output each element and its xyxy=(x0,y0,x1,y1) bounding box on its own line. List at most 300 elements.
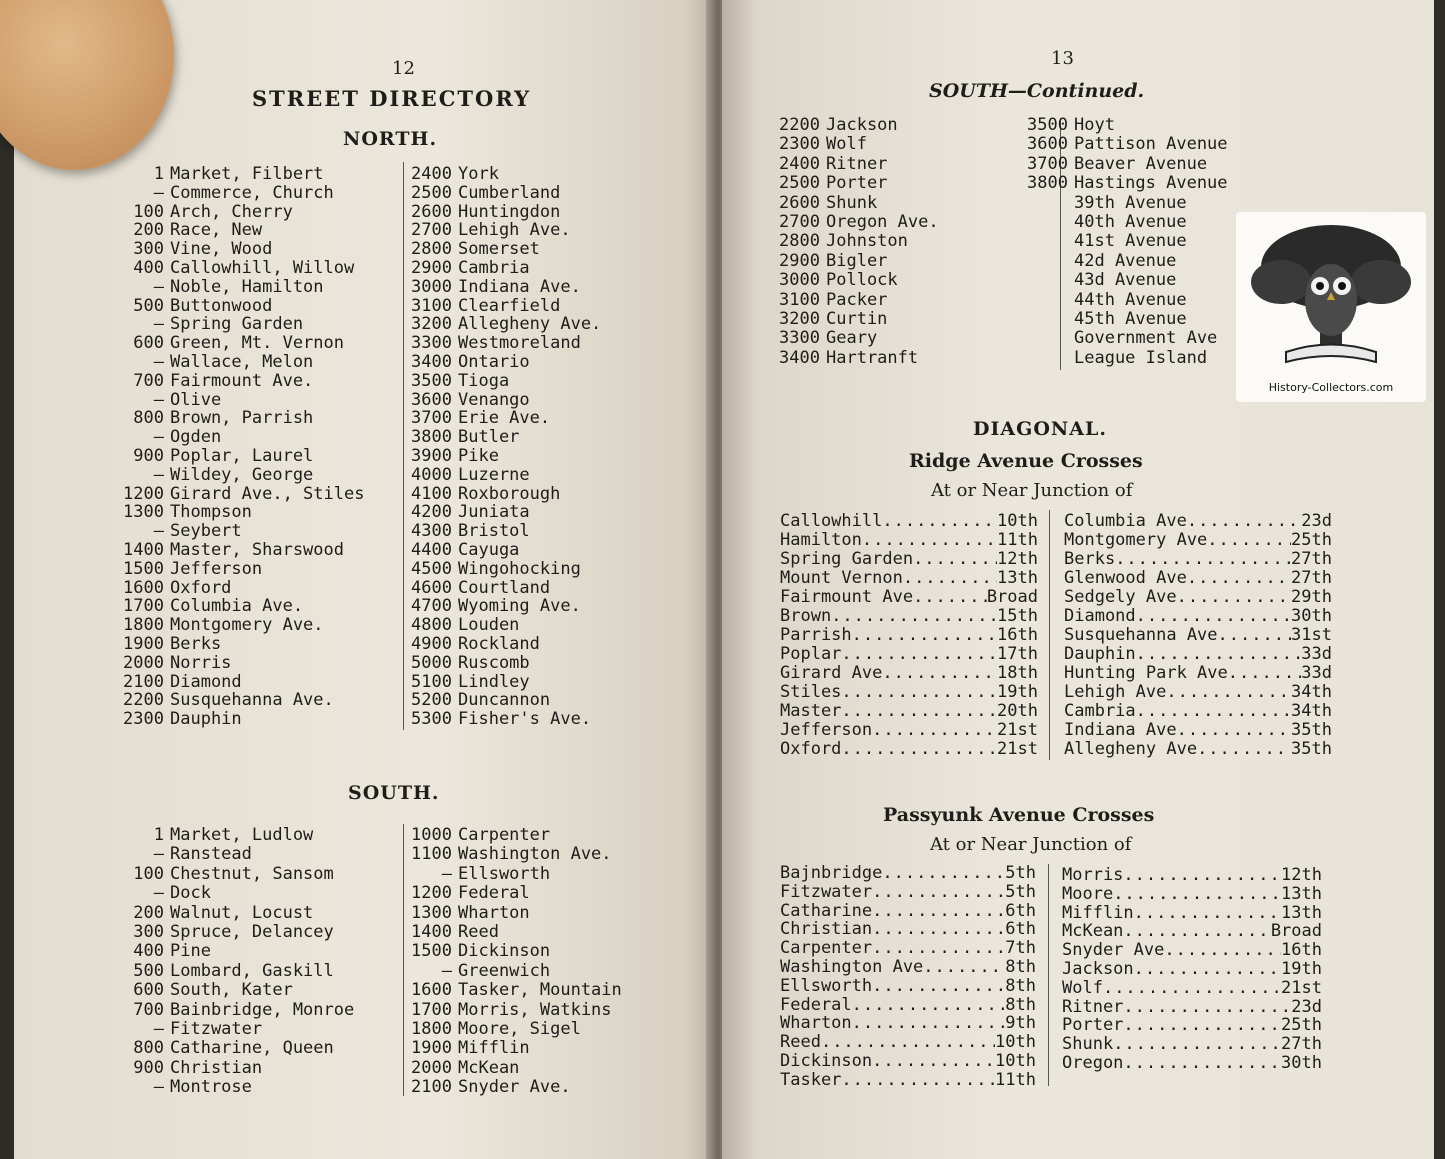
crossing-street: Dauphin xyxy=(1064,644,1136,664)
crossing-street: Berks xyxy=(1064,549,1116,569)
directory-row xyxy=(406,1078,571,1097)
crossing-street: Tasker xyxy=(780,1069,842,1090)
junction-row xyxy=(1064,721,1332,740)
house-number: — xyxy=(153,389,164,410)
street-name: Snyder Ave. xyxy=(458,1077,571,1098)
junction-street: Broad xyxy=(1270,921,1322,942)
street-name: 45th Avenue xyxy=(1074,309,1187,329)
junction-row xyxy=(1062,922,1322,941)
crossing-street: Lehigh Ave xyxy=(1064,682,1167,702)
street-name: South, Kater xyxy=(170,980,293,1001)
house-number: 2900 xyxy=(411,258,452,278)
directory-row xyxy=(118,297,272,316)
junction-street: 13th xyxy=(1281,883,1322,904)
junction-row xyxy=(1062,960,1322,979)
directory-row xyxy=(118,579,231,598)
junction-row xyxy=(780,607,1038,626)
house-number: 1900 xyxy=(123,634,164,654)
house-number: 4900 xyxy=(411,634,452,654)
crossing-street: Mount Vernon xyxy=(780,568,903,588)
left-page xyxy=(14,0,714,1159)
crossing-street: Catharine xyxy=(780,900,873,921)
house-number: 100 xyxy=(133,863,164,884)
junction-street: 29th xyxy=(1291,587,1332,607)
house-number: 600 xyxy=(133,333,164,354)
dot-leader xyxy=(1136,702,1291,721)
house-number: 3000 xyxy=(779,270,820,291)
directory-row xyxy=(774,349,918,368)
junction-row xyxy=(1064,626,1332,645)
directory-row xyxy=(406,353,530,372)
dot-leader xyxy=(913,588,987,607)
street-name: Wallace, Melon xyxy=(170,352,314,372)
street-name: Butler xyxy=(458,427,520,448)
house-number: 500 xyxy=(133,960,164,981)
street-name: Cumberland xyxy=(458,182,561,203)
directory-row xyxy=(118,447,313,466)
dot-leader xyxy=(1187,512,1301,531)
house-number: 3200 xyxy=(411,314,452,335)
house-number: — xyxy=(153,1019,164,1039)
directory-row xyxy=(118,485,364,504)
street-name: Geary xyxy=(826,328,878,349)
dot-leader xyxy=(903,569,997,588)
house-number: 300 xyxy=(133,239,164,260)
house-number: 4300 xyxy=(411,521,452,542)
street-name: Diamond xyxy=(170,671,242,692)
street-name: Poplar, Laurel xyxy=(170,446,314,466)
wooden-disc xyxy=(0,0,174,170)
house-number: — xyxy=(441,960,452,981)
crossing-street: Stiles xyxy=(780,682,842,702)
house-number: 1900 xyxy=(411,1038,452,1059)
crossing-street: Allegheny Ave xyxy=(1064,739,1198,759)
directory-row xyxy=(118,372,313,391)
house-number: 2600 xyxy=(411,201,452,222)
junction-street: Broad xyxy=(986,587,1038,607)
directory-row xyxy=(406,635,540,654)
street-name: Mifflin xyxy=(458,1038,530,1059)
house-number: — xyxy=(153,314,164,335)
house-number: 3600 xyxy=(1027,134,1068,155)
crossing-street: Oxford xyxy=(780,739,842,759)
crossing-street: Washington Ave xyxy=(780,957,924,977)
house-number: 3300 xyxy=(779,328,820,349)
junction-street: 5th xyxy=(1005,863,1036,883)
dot-leader xyxy=(923,958,1005,977)
south-heading: SOUTH. xyxy=(348,782,440,804)
street-name: Ritner xyxy=(826,153,888,174)
junction-row xyxy=(780,1033,1036,1052)
directory-row xyxy=(406,503,530,522)
junction-street: 27th xyxy=(1291,568,1332,588)
street-name: Courtland xyxy=(458,577,551,598)
dot-leader xyxy=(841,1071,995,1090)
directory-row xyxy=(774,291,887,310)
street-name: Ontario xyxy=(458,352,530,372)
column-divider xyxy=(403,162,404,730)
junction-row xyxy=(1064,664,1332,683)
house-number: 900 xyxy=(133,446,164,466)
house-number: 700 xyxy=(133,999,164,1020)
junction-row xyxy=(780,740,1038,759)
directory-row xyxy=(774,232,908,251)
crossing-street: Indiana Ave xyxy=(1064,720,1177,740)
crossing-street: Parrish xyxy=(780,625,852,645)
directory-row xyxy=(406,962,550,981)
directory-row xyxy=(406,981,622,1000)
house-number: 3600 xyxy=(411,389,452,410)
directory-row xyxy=(118,1078,252,1097)
directory-row xyxy=(406,541,519,560)
directory-row xyxy=(118,184,334,203)
street-name: McKean xyxy=(458,1057,520,1078)
directory-row xyxy=(118,334,344,353)
house-number: 5300 xyxy=(411,709,452,730)
street-name: Thompson xyxy=(170,502,252,523)
junction-row xyxy=(1064,550,1332,569)
directory-row xyxy=(774,213,939,232)
junction-row xyxy=(780,702,1038,721)
directory-row xyxy=(406,1039,530,1058)
street-name: Berks xyxy=(170,634,222,654)
junction-row xyxy=(1064,740,1332,759)
street-name: 44th Avenue xyxy=(1074,289,1187,310)
directory-row xyxy=(406,904,530,923)
street-name: Spruce, Delancey xyxy=(170,922,334,942)
dot-leader xyxy=(1166,683,1291,702)
junction-row xyxy=(780,721,1038,740)
street-name: Dock xyxy=(170,883,211,904)
directory-row xyxy=(1022,194,1187,213)
directory-row xyxy=(118,466,313,485)
crossing-street: Sedgely Ave xyxy=(1064,587,1177,607)
junction-street: 12th xyxy=(997,549,1038,569)
street-name: Fairmount Ave. xyxy=(170,370,314,391)
crossing-street: Jefferson xyxy=(780,720,873,740)
house-number: 4100 xyxy=(411,483,452,504)
dot-leader xyxy=(1164,941,1281,960)
owl-tree-icon xyxy=(1236,212,1426,372)
street-name: Allegheny Ave. xyxy=(458,314,602,335)
street-name: Pike xyxy=(458,446,499,466)
house-number: 3500 xyxy=(411,370,452,391)
street-name: Callowhill, Willow xyxy=(170,258,355,278)
junction-row xyxy=(1064,588,1332,607)
crossing-street: Jackson xyxy=(1062,959,1134,979)
directory-row xyxy=(774,155,887,174)
street-name: Porter xyxy=(826,173,888,194)
junction-street: 30th xyxy=(1281,1053,1322,1073)
house-number: 1400 xyxy=(123,540,164,560)
crossing-street: Federal xyxy=(780,994,852,1015)
junction-street: 23d xyxy=(1291,996,1322,1017)
junction-row xyxy=(780,664,1038,683)
dot-leader xyxy=(1123,998,1291,1017)
street-name: Norris xyxy=(170,652,232,673)
street-name: Huntingdon xyxy=(458,201,561,222)
junction-street: 12th xyxy=(1281,865,1322,885)
dot-leader xyxy=(841,702,997,721)
house-number: 1400 xyxy=(411,922,452,942)
junction-row xyxy=(780,1052,1036,1071)
directory-row xyxy=(118,942,211,961)
crossing-street: Porter xyxy=(1062,1015,1124,1036)
house-number: 900 xyxy=(133,1057,164,1078)
junction-street: 31st xyxy=(1291,625,1332,645)
dot-leader xyxy=(1187,569,1291,588)
directory-row xyxy=(406,372,509,391)
directory-row xyxy=(406,240,540,259)
junction-row xyxy=(780,512,1038,531)
dot-leader xyxy=(1123,866,1281,885)
junction-street: 33d xyxy=(1301,644,1332,664)
house-number: 300 xyxy=(133,922,164,942)
junction-street: 16th xyxy=(997,625,1038,645)
directory-row xyxy=(406,203,560,222)
ridge-subtitle: At or Near Junction of xyxy=(931,480,1133,501)
directory-row xyxy=(406,560,581,579)
directory-row xyxy=(118,597,303,616)
directory-row xyxy=(118,616,324,635)
street-name: 40th Avenue xyxy=(1074,212,1187,232)
house-number: 2300 xyxy=(779,134,820,155)
crossing-street: Christian xyxy=(780,919,873,940)
junction-row xyxy=(780,977,1036,996)
street-name: York xyxy=(458,164,499,184)
house-number: 2200 xyxy=(779,115,820,135)
crossing-street: McKean xyxy=(1062,921,1124,942)
street-name: Pattison Avenue xyxy=(1074,134,1228,155)
dot-leader xyxy=(1113,885,1281,904)
house-number: 3100 xyxy=(779,289,820,310)
directory-row xyxy=(118,353,313,372)
directory-row xyxy=(118,673,242,692)
directory-row xyxy=(406,447,499,466)
junction-street: 10th xyxy=(997,511,1038,531)
directory-row xyxy=(118,541,344,560)
directory-row xyxy=(118,315,303,334)
directory-row xyxy=(118,884,211,903)
dot-leader xyxy=(1218,626,1292,645)
dot-leader xyxy=(872,920,1005,939)
junction-row xyxy=(1064,569,1332,588)
street-name: Wingohocking xyxy=(458,558,581,579)
house-number: 1300 xyxy=(411,902,452,923)
dot-leader xyxy=(841,740,997,759)
dot-leader xyxy=(872,902,1005,921)
directory-row xyxy=(774,329,877,348)
directory-row xyxy=(406,466,530,485)
house-number: 3000 xyxy=(411,276,452,297)
junction-street: 33d xyxy=(1301,663,1332,683)
junction-street: 15th xyxy=(997,606,1038,626)
junction-row xyxy=(1062,885,1322,904)
house-number: — xyxy=(153,1077,164,1098)
street-name: Wyoming Ave. xyxy=(458,596,581,617)
directory-row xyxy=(406,884,530,903)
junction-street: 21st xyxy=(1281,977,1322,998)
street-name: Ogden xyxy=(170,427,222,448)
junction-street: 13th xyxy=(1281,902,1322,923)
directory-row xyxy=(118,1001,354,1020)
directory-row xyxy=(118,904,313,923)
street-name: Market, Filbert xyxy=(170,164,324,184)
house-number: 3700 xyxy=(1027,153,1068,174)
house-number: — xyxy=(153,521,164,542)
directory-row xyxy=(118,865,334,884)
crossing-street: Columbia Ave xyxy=(1064,511,1187,531)
junction-row xyxy=(1062,941,1322,960)
dot-leader xyxy=(831,607,997,626)
directory-row xyxy=(118,240,272,259)
street-name: Dickinson xyxy=(458,941,551,962)
junction-row xyxy=(1062,1035,1322,1054)
junction-street: 17th xyxy=(997,644,1038,664)
street-name: Pollock xyxy=(826,270,898,291)
directory-row xyxy=(118,560,262,579)
house-number: 200 xyxy=(133,220,164,241)
owl-logo xyxy=(1236,212,1426,402)
dot-leader xyxy=(1103,979,1281,998)
street-name: Wildey, George xyxy=(170,464,314,485)
street-name: Louden xyxy=(458,615,520,636)
street-name: Lindley xyxy=(458,671,530,692)
junction-row xyxy=(1062,979,1322,998)
house-number: 3400 xyxy=(779,347,820,368)
house-number: — xyxy=(153,844,164,865)
street-name: Somerset xyxy=(458,239,540,260)
street-name: Erie Ave. xyxy=(458,408,551,429)
house-number: 3800 xyxy=(1027,173,1068,194)
house-number: 700 xyxy=(133,370,164,391)
house-number: 4800 xyxy=(411,615,452,636)
street-name: Girard Ave., Stiles xyxy=(170,483,365,504)
directory-row xyxy=(118,1020,262,1039)
street-name: Carpenter xyxy=(458,825,551,845)
dot-leader xyxy=(872,883,1005,902)
street-name: Washington Ave. xyxy=(458,844,612,865)
directory-row xyxy=(406,522,530,541)
dot-leader xyxy=(1207,531,1291,550)
directory-row xyxy=(406,673,530,692)
house-number: 3100 xyxy=(411,295,452,316)
directory-row xyxy=(118,962,334,981)
street-name: Cayuga xyxy=(458,540,520,560)
directory-row xyxy=(406,278,581,297)
crossing-street: Montgomery Ave xyxy=(1064,530,1208,550)
street-name: Oxford xyxy=(170,577,232,598)
house-number: 5200 xyxy=(411,690,452,711)
directory-row xyxy=(118,1039,334,1058)
directory-row xyxy=(406,221,571,240)
street-name: Catharine, Queen xyxy=(170,1038,334,1059)
house-number: 1 xyxy=(153,164,164,184)
dot-leader xyxy=(872,939,1005,958)
junction-row xyxy=(780,902,1036,921)
house-number: 1300 xyxy=(123,502,164,523)
junction-street: 30th xyxy=(1291,606,1332,626)
directory-row xyxy=(1022,155,1207,174)
street-name: Columbia Ave. xyxy=(170,596,304,617)
junction-row xyxy=(1064,702,1332,721)
junction-street: 11th xyxy=(995,1069,1036,1090)
directory-row xyxy=(406,923,499,942)
junction-row xyxy=(780,645,1038,664)
street-name: Moore, Sigel xyxy=(458,1019,581,1039)
street-name: Vine, Wood xyxy=(170,239,273,260)
street-name: Hastings Avenue xyxy=(1074,173,1228,194)
crossing-street: Reed xyxy=(780,1032,821,1053)
dot-leader xyxy=(841,683,997,702)
house-number: 400 xyxy=(133,258,164,278)
directory-row xyxy=(406,845,612,864)
directory-row xyxy=(118,391,221,410)
directory-row xyxy=(774,252,887,271)
crossing-street: Fairmount Ave xyxy=(780,587,914,607)
street-name: Fitzwater xyxy=(170,1019,263,1039)
street-name: Indiana Ave. xyxy=(458,276,581,297)
junction-street: 9th xyxy=(1005,1013,1036,1034)
dot-leader xyxy=(1228,664,1302,683)
house-number: — xyxy=(153,464,164,485)
junction-street: 27th xyxy=(1291,549,1332,569)
junction-row xyxy=(1062,1054,1322,1073)
street-name: Hoyt xyxy=(1074,115,1115,135)
junction-row xyxy=(780,1071,1036,1090)
street-name: Venango xyxy=(458,389,530,410)
directory-row xyxy=(118,428,221,447)
house-number: 5100 xyxy=(411,671,452,692)
crossing-street: Dickinson xyxy=(780,1051,873,1071)
dot-leader xyxy=(852,996,1006,1015)
junction-street: 16th xyxy=(1281,940,1322,961)
directory-row xyxy=(774,116,898,135)
dot-leader xyxy=(821,1033,995,1052)
house-number: 3800 xyxy=(411,427,452,448)
street-name: Hartranft xyxy=(826,347,919,368)
crossing-street: Susquehanna Ave xyxy=(1064,625,1218,645)
street-name: 42d Avenue xyxy=(1074,250,1177,271)
directory-row xyxy=(118,259,354,278)
house-number: 2400 xyxy=(779,153,820,174)
house-number: 1100 xyxy=(411,844,452,865)
directory-row xyxy=(774,194,877,213)
junction-row xyxy=(1064,512,1332,531)
junction-row xyxy=(780,939,1036,958)
column-divider xyxy=(1049,510,1050,760)
directory-row xyxy=(118,710,242,729)
dot-leader xyxy=(1177,721,1291,740)
right-page xyxy=(722,0,1434,1159)
street-name: Seybert xyxy=(170,521,242,542)
street-name: Market, Ludlow xyxy=(170,825,314,845)
directory-row xyxy=(1022,232,1187,251)
house-number: — xyxy=(153,883,164,904)
house-number: 1 xyxy=(153,825,164,845)
directory-row xyxy=(1022,213,1187,232)
street-name: Fisher's Ave. xyxy=(458,709,592,730)
crossing-street: Oregon xyxy=(1062,1053,1124,1073)
house-number: 500 xyxy=(133,295,164,316)
street-name: Master, Sharswood xyxy=(170,540,344,560)
dot-leader xyxy=(1136,607,1291,626)
junction-row xyxy=(780,1014,1036,1033)
junction-street: 19th xyxy=(1281,959,1322,979)
house-number: 1700 xyxy=(123,596,164,617)
house-number: 4200 xyxy=(411,502,452,523)
directory-row xyxy=(406,1001,612,1020)
